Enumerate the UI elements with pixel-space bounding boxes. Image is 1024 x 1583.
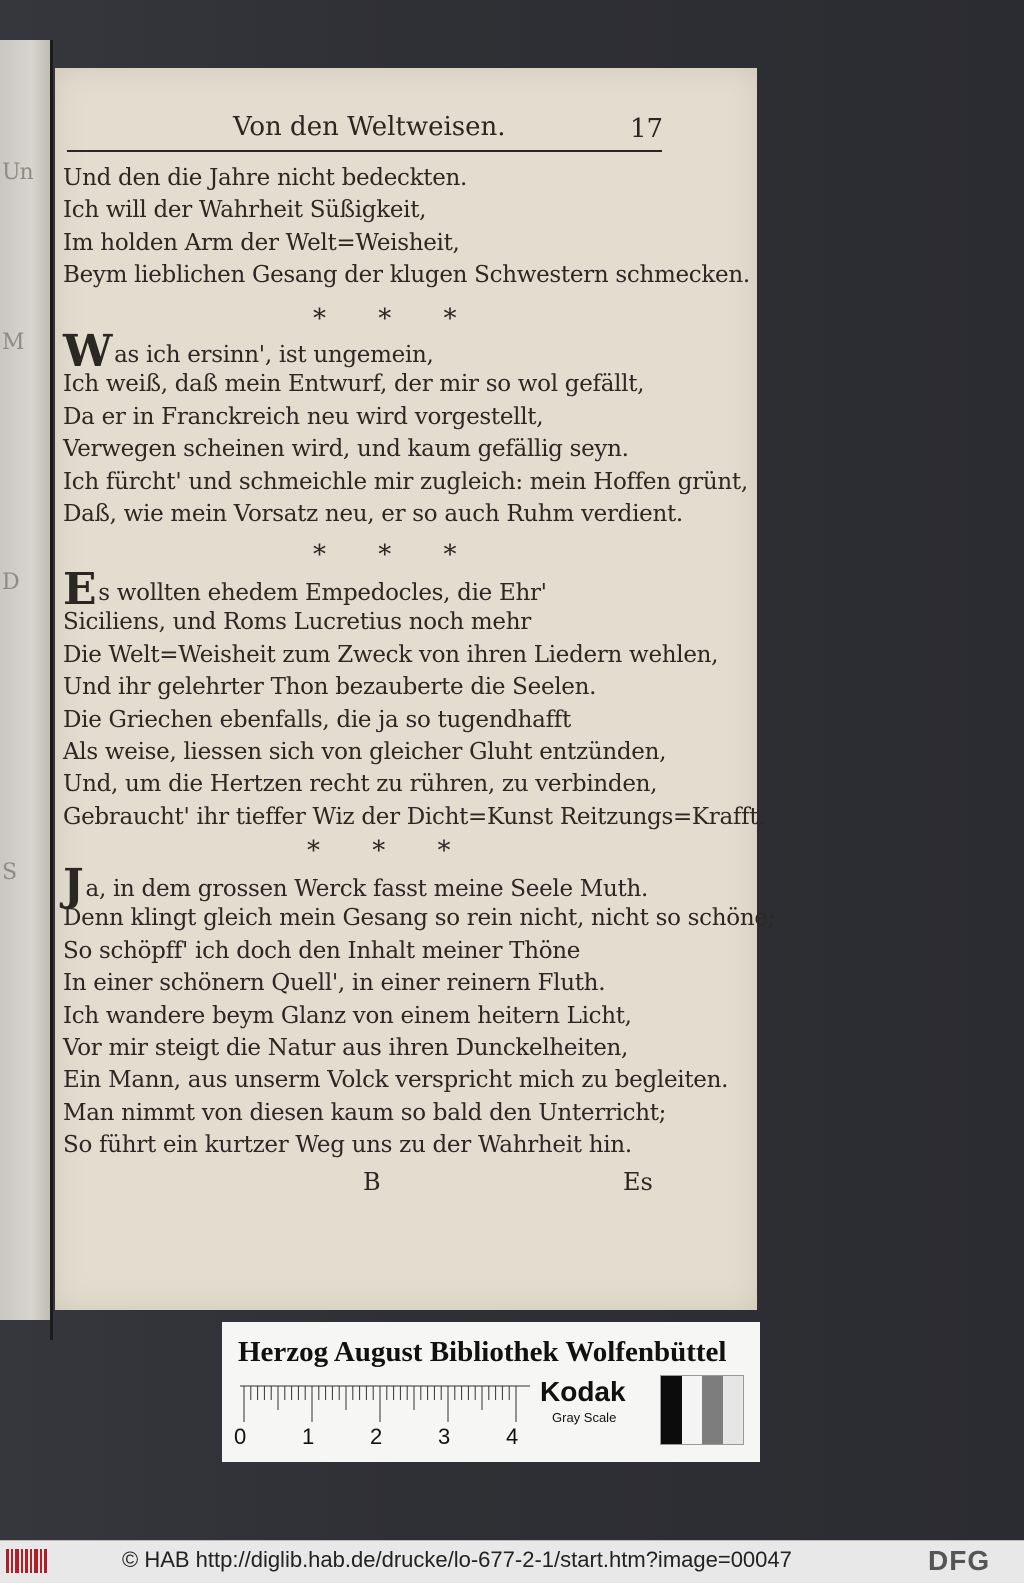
verse-line: Ja, in dem grossen Werck fasst meine Seele Muth. xyxy=(63,860,648,911)
book-page xyxy=(55,68,776,1310)
verse-line: Verwegen scheinen wird, und kaum gefällig seyn. xyxy=(63,436,629,463)
bleed-through-text: S xyxy=(2,860,17,885)
verse-line: In einer schönern Quell', in einer reinern Fluth. xyxy=(63,970,606,997)
stanza xyxy=(63,564,766,833)
verse-line: Und den die Jahre nicht bedeckten. xyxy=(63,165,468,191)
verse-line: Gebraucht' ihr tieffer Wiz der Dicht=Kunst Reitzungs=Krafft. xyxy=(63,803,766,830)
ruler-label: 3 xyxy=(438,1424,451,1449)
stanza xyxy=(63,162,750,292)
running-head: Von den Weltweisen. xyxy=(233,112,506,142)
barcode-icon xyxy=(6,1547,48,1575)
ruler-label: 1 xyxy=(302,1424,315,1449)
header-rule xyxy=(67,150,662,152)
verse-line: Als weise, liessen sich von gleicher Gluht entzünden, xyxy=(63,738,667,765)
drop-initial: J xyxy=(63,860,84,911)
verse-line: Es wollten ehedem Empedocles, die Ehr' xyxy=(63,564,547,615)
verse-line: Und, um die Hertzen recht zu rühren, zu verbinden, xyxy=(63,771,658,798)
colour-calibration-strip xyxy=(222,1322,760,1462)
verse-line: Und ihr gelehrter Thon bezauberte die Seelen. xyxy=(63,674,597,701)
gray-patch-mid xyxy=(702,1376,723,1444)
source-link[interactable]: © HAB http://diglib.hab.de/drucke/lo-677-2-1/start.htm?image=00047 xyxy=(122,1547,792,1572)
dfg-logo: DFG xyxy=(928,1545,991,1576)
verse-line: So führt ein kurtzer Weg uns zu der Wahrheit hin. xyxy=(63,1132,632,1159)
stanza-separator: * * * xyxy=(307,836,473,866)
gray-scale-label: Gray Scale xyxy=(552,1410,617,1425)
library-name: Herzog August Bibliothek Wolfenbüttel xyxy=(238,1336,727,1368)
verse-line: Ich fürcht' und schmeichle mir zugleich: mein Hoffen grünt, xyxy=(63,468,748,495)
verse-line: Beym lieblichen Gesang der klugen Schwestern schmecken. xyxy=(63,262,750,289)
stanza-separator: * * * xyxy=(313,304,479,334)
drop-initial: W xyxy=(63,326,113,377)
verse-line: Man nimmt von diesen kaum so bald den Unterricht; xyxy=(63,1099,667,1126)
footer-bar xyxy=(0,1540,1024,1583)
verse-line: Ich will der Wahrheit Süßigkeit, xyxy=(63,197,427,224)
verse-line: Ein Mann, aus unserm Volck verspricht mich zu begleiten. xyxy=(63,1067,729,1094)
stanza xyxy=(63,860,776,1162)
bleed-through-text: M xyxy=(2,330,24,355)
verse-line: Ich weiß, daß mein Entwurf, der mir so wol gefällt, xyxy=(63,371,645,398)
verse-line: Vor mir steigt die Natur aus ihren Dunckelheiten, xyxy=(63,1034,629,1061)
verse-line: Die Welt=Weisheit zum Zweck von ihren Liedern wehlen, xyxy=(63,641,719,668)
verse-line: Siciliens, und Roms Lucretius noch mehr xyxy=(63,609,531,636)
verse-line: Im holden Arm der Welt=Weisheit, xyxy=(63,229,460,256)
bleed-through-text: Un xyxy=(2,160,33,185)
verse-line: So schöpff' ich doch den Inhalt meiner Thöne xyxy=(63,937,581,964)
bleed-through-text: D xyxy=(2,570,19,595)
verse-line: Denn klingt gleich mein Gesang so rein nicht, nicht so schöne; xyxy=(63,905,776,932)
scale-ruler xyxy=(240,1384,530,1424)
verse-line: Die Griechen ebenfalls, die ja so tugendhafft xyxy=(63,706,571,733)
gray-patch-white xyxy=(682,1376,703,1444)
gray-patch-black xyxy=(661,1376,682,1444)
verse-line: Daß, wie mein Vorsatz neu, er so auch Ruhm verdient. xyxy=(63,500,683,527)
page-number: 17 xyxy=(630,114,664,144)
catchword: Es xyxy=(623,1168,653,1196)
ruler-label: 0 xyxy=(234,1424,247,1449)
gray-patches xyxy=(660,1375,744,1445)
drop-initial: E xyxy=(63,564,97,615)
verse-line: Da er in Franckreich neu wird vorgestellt, xyxy=(63,403,544,430)
ruler-label: 4 xyxy=(506,1424,519,1449)
ruler-label: 2 xyxy=(370,1424,383,1449)
previous-page-edge xyxy=(0,40,52,1320)
verse-line: Ich wandere beym Glanz von einem heitern Licht, xyxy=(63,1002,632,1029)
stanza-separator: * * * xyxy=(313,540,479,570)
signature-mark: B xyxy=(363,1168,381,1196)
ruler-labels xyxy=(234,1424,534,1454)
gray-patch-light xyxy=(723,1376,744,1444)
page-gutter xyxy=(50,40,53,1340)
verse-line: Was ich ersinn', ist ungemein, xyxy=(63,326,434,377)
kodak-logo: Kodak xyxy=(540,1376,626,1407)
stanza xyxy=(63,326,748,530)
